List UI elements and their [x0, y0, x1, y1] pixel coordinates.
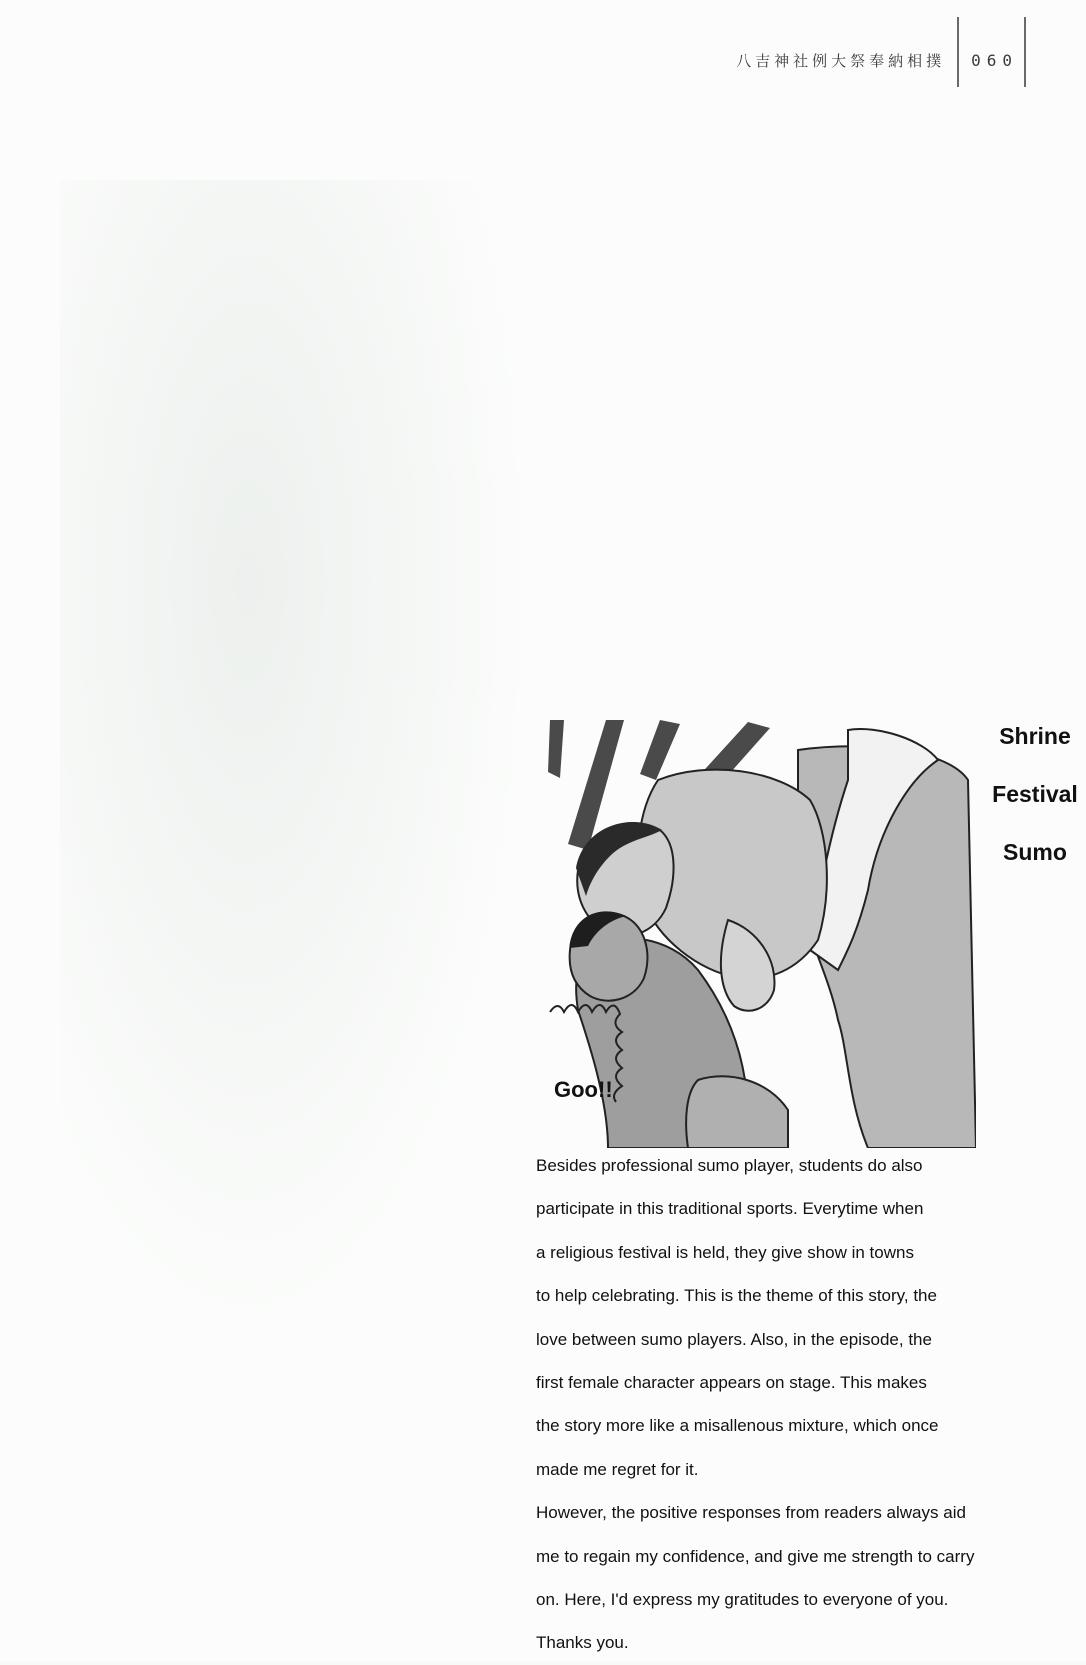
- side-title-festival: Festival: [992, 781, 1078, 807]
- body-line: a religious festival is held, they give show in towns: [536, 1242, 914, 1262]
- side-title-shrine: Shrine: [999, 723, 1071, 749]
- body-line: to help celebrating. This is the theme of this story, the: [536, 1286, 937, 1306]
- page-number: 060: [971, 50, 1018, 70]
- body-line: participate in this traditional sports. Everytime when: [536, 1199, 924, 1219]
- header-title: 八吉神社例大祭奉納相撲: [736, 51, 946, 70]
- body-paragraph: [536, 1144, 1076, 1665]
- page-header: [736, 40, 1026, 80]
- body-line: love between sumo players. Also, in the episode, the: [536, 1329, 932, 1349]
- side-title-sumo: Sumo: [1003, 839, 1067, 865]
- header-divider-right: [1024, 17, 1026, 87]
- header-divider: [957, 17, 959, 87]
- faded-background-illustration: [60, 180, 530, 1330]
- body-line: first female character appears on stage. This makes: [536, 1373, 927, 1393]
- body-line: on. Here, I'd express my gratitudes to everyone of you.: [536, 1590, 949, 1610]
- body-line: Thanks you.: [536, 1633, 629, 1653]
- body-line: me to regain my confidence, and give me strength to carry: [536, 1546, 975, 1566]
- side-title-column: [985, 718, 1085, 892]
- body-line: made me regret for it.: [536, 1459, 699, 1479]
- body-line: the story more like a misallenous mixture, which once: [536, 1416, 939, 1436]
- body-line: However, the positive responses from readers always aid: [536, 1503, 966, 1523]
- body-line: Besides professional sumo player, students do also: [536, 1156, 923, 1175]
- sound-effect-text: Goo!!: [554, 1077, 613, 1102]
